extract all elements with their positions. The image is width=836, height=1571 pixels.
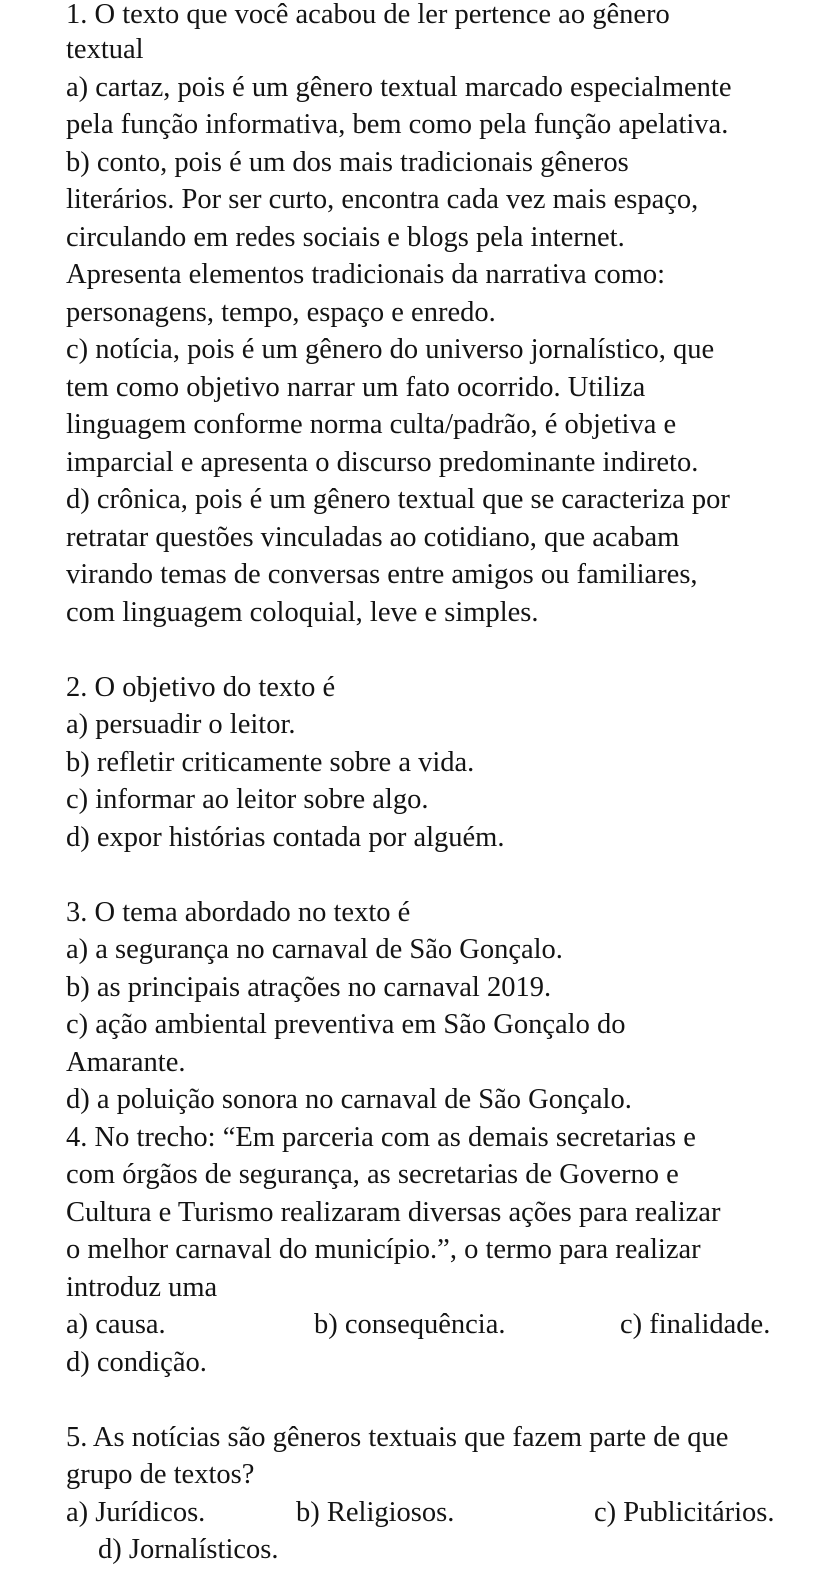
q1-option-c-line-3: linguagem conforme norma culta/padrão, é objetiva e [66, 409, 677, 440]
q5-option-a: a) Jurídicos. [66, 1497, 206, 1528]
q4-stem-line-5: introduz uma [66, 1272, 218, 1303]
q4-stem-line-4: o melhor carnaval do município.”, o termo para realizar [66, 1234, 701, 1265]
q3-stem: 3. O tema abordado no texto é [66, 897, 411, 928]
q4-option-c: c) finalidade. [620, 1309, 771, 1340]
q3-option-a: a) a segurança no carnaval de São Gonçalo. [66, 934, 563, 965]
q1-option-a-line-2: pela função informativa, bem como pela função apelativa. [66, 109, 729, 140]
q1-option-b-line-4: Apresenta elementos tradicionais da narrativa como: [66, 259, 666, 290]
q1-option-b-line-1: b) conto, pois é um dos mais tradicionais gêneros [66, 147, 629, 178]
q1-option-d-line-3: virando temas de conversas entre amigos ou familiares, [66, 559, 698, 590]
q5-stem-line-1: 5. As notícias são gêneros textuais que fazem parte de que [66, 1422, 729, 1453]
q1-option-c-line-1: c) notícia, pois é um gênero do universo jornalístico, que [66, 334, 715, 365]
q2-option-b: b) refletir criticamente sobre a vida. [66, 747, 475, 778]
q1-option-d-line-2: retratar questões vinculadas ao cotidiano, que acabam [66, 522, 680, 553]
q1-option-b-line-2: literários. Por ser curto, encontra cada vez mais espaço, [66, 184, 699, 215]
q1-option-c-line-2: tem como objetivo narrar um fato ocorrido. Utiliza [66, 372, 646, 403]
q1-option-b-line-3: circulando em redes sociais e blogs pela internet. [66, 222, 625, 253]
q1-stem-line-1: 1. O texto que você acabou de ler pertence ao gênero [66, 0, 670, 30]
q2-option-d: d) expor histórias contada por alguém. [66, 822, 505, 853]
q1-option-d-line-1: d) crônica, pois é um gênero textual que se caracteriza por [66, 484, 730, 515]
q4-stem-line-1: 4. No trecho: “Em parceria com as demais secretarias e [66, 1122, 696, 1153]
q2-option-c: c) informar ao leitor sobre algo. [66, 784, 429, 815]
q1-option-b-line-5: personagens, tempo, espaço e enredo. [66, 297, 496, 328]
q3-option-d: d) a poluição sonora no carnaval de São Gonçalo. [66, 1084, 632, 1115]
q5-option-d: d) Jornalísticos. [98, 1534, 279, 1565]
q4-option-d: d) condição. [66, 1347, 207, 1378]
q1-stem-line-2: textual [66, 34, 144, 65]
q4-stem-line-3: Cultura e Turismo realizaram diversas ações para realizar [66, 1197, 721, 1228]
q1-option-d-line-4: com linguagem coloquial, leve e simples. [66, 597, 539, 628]
q4-option-a: a) causa. [66, 1309, 166, 1340]
q5-option-c: c) Publicitários. [594, 1497, 775, 1528]
q2-option-a: a) persuadir o leitor. [66, 709, 296, 740]
q3-option-c-line-2: Amarante. [66, 1047, 186, 1078]
q3-option-c-line-1: c) ação ambiental preventiva em São Gonçalo do [66, 1009, 626, 1040]
q5-stem-line-2: grupo de textos? [66, 1459, 255, 1490]
q4-option-b: b) consequência. [314, 1309, 506, 1340]
q1-option-a-line-1: a) cartaz, pois é um gênero textual marcado especialmente [66, 72, 732, 103]
q4-stem-line-2: com órgãos de segurança, as secretarias de Governo e [66, 1159, 679, 1190]
q5-option-b: b) Religiosos. [296, 1497, 455, 1528]
q2-stem: 2. O objetivo do texto é [66, 672, 336, 703]
q3-option-b: b) as principais atrações no carnaval 2019. [66, 972, 552, 1003]
q1-option-c-line-4: imparcial e apresenta o discurso predominante indireto. [66, 447, 699, 478]
